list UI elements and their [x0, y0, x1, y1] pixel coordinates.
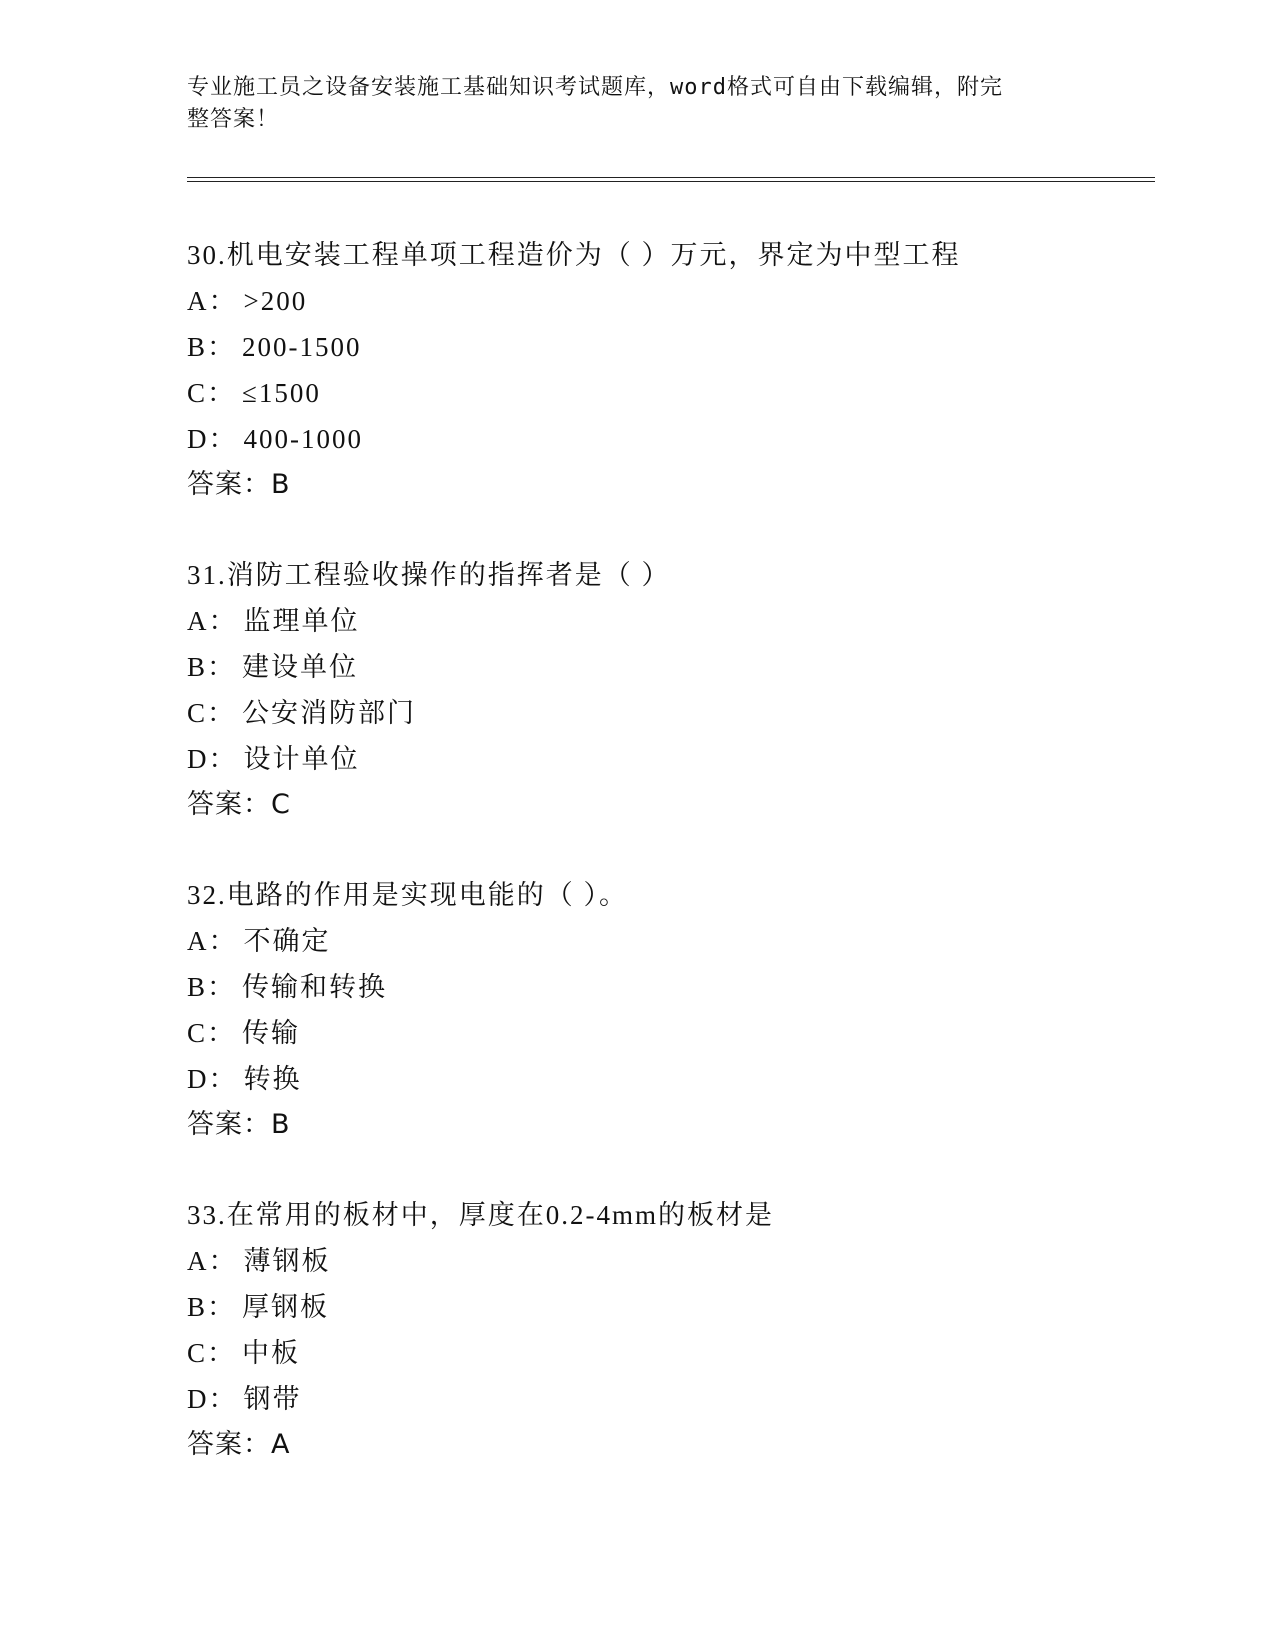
option-text: 转换	[243, 1064, 302, 1094]
option-text: 厚钢板	[242, 1292, 330, 1322]
question-stem: 33.在常用的板材中，厚度在0.2-4mm的板材是	[187, 1200, 774, 1230]
option-letter: C：	[187, 378, 237, 408]
option-letter: D：	[187, 744, 238, 774]
option-text: 钢带	[243, 1384, 302, 1414]
question-33	[187, 1192, 1147, 1512]
option-letter: B：	[187, 652, 237, 682]
option-text: 传输	[242, 1018, 301, 1048]
option-text: ≤1500	[242, 378, 321, 408]
option-c	[187, 690, 1147, 736]
option-text: 200-1500	[242, 332, 362, 362]
option-d	[187, 1056, 1147, 1102]
option-c	[187, 1010, 1147, 1056]
option-text: 公安消防部门	[242, 698, 417, 728]
header-divider-top	[187, 177, 1155, 178]
option-c	[187, 370, 1147, 416]
option-d	[187, 1376, 1147, 1422]
option-text: 监理单位	[243, 606, 360, 636]
option-letter: A：	[187, 286, 238, 316]
option-b	[187, 1284, 1147, 1330]
option-letter: C：	[187, 1018, 237, 1048]
question-30	[187, 232, 1147, 552]
option-letter: C：	[187, 1338, 237, 1368]
answer-line: 答案：A	[187, 1429, 291, 1460]
answer-line: 答案：B	[187, 1109, 291, 1140]
option-letter: C：	[187, 698, 237, 728]
option-letter: A：	[187, 926, 238, 956]
option-letter: B：	[187, 972, 237, 1002]
option-b	[187, 964, 1147, 1010]
option-text: 传输和转换	[242, 972, 388, 1002]
option-c	[187, 1330, 1147, 1376]
question-list	[187, 232, 1147, 1512]
option-letter: D：	[187, 1064, 238, 1094]
question-32	[187, 872, 1147, 1192]
answer-line: 答案：C	[187, 789, 291, 820]
option-letter: D：	[187, 424, 238, 454]
option-text: 设计单位	[243, 744, 360, 774]
option-text: 建设单位	[242, 652, 359, 682]
header-divider-bottom	[187, 181, 1155, 182]
option-a	[187, 1238, 1147, 1284]
question-31	[187, 552, 1147, 872]
option-a	[187, 278, 1147, 324]
document-header	[187, 72, 1067, 136]
option-text: 不确定	[243, 926, 331, 956]
option-b	[187, 644, 1147, 690]
header-line-1: 专业施工员之设备安装施工基础知识考试题库，word格式可自由下载编辑，附完	[187, 75, 1003, 100]
answer-line: 答案：B	[187, 469, 291, 500]
option-text: 中板	[242, 1338, 301, 1368]
option-letter: A：	[187, 606, 238, 636]
option-letter: B：	[187, 1292, 237, 1322]
option-text: 薄钢板	[243, 1246, 331, 1276]
option-letter: B：	[187, 332, 237, 362]
option-text: >200	[243, 286, 308, 316]
option-letter: A：	[187, 1246, 238, 1276]
question-stem: 31.消防工程验收操作的指挥者是（ ）	[187, 560, 671, 590]
question-stem: 32.电路的作用是实现电能的（ ）。	[187, 880, 628, 910]
option-b	[187, 324, 1147, 370]
option-a	[187, 598, 1147, 644]
question-stem: 30.机电安装工程单项工程造价为（ ）万元，界定为中型工程	[187, 240, 961, 270]
option-text: 400-1000	[243, 424, 363, 454]
option-a	[187, 918, 1147, 964]
option-d	[187, 416, 1147, 462]
option-letter: D：	[187, 1384, 238, 1414]
option-d	[187, 736, 1147, 782]
header-line-2: 整答案！	[187, 107, 280, 132]
